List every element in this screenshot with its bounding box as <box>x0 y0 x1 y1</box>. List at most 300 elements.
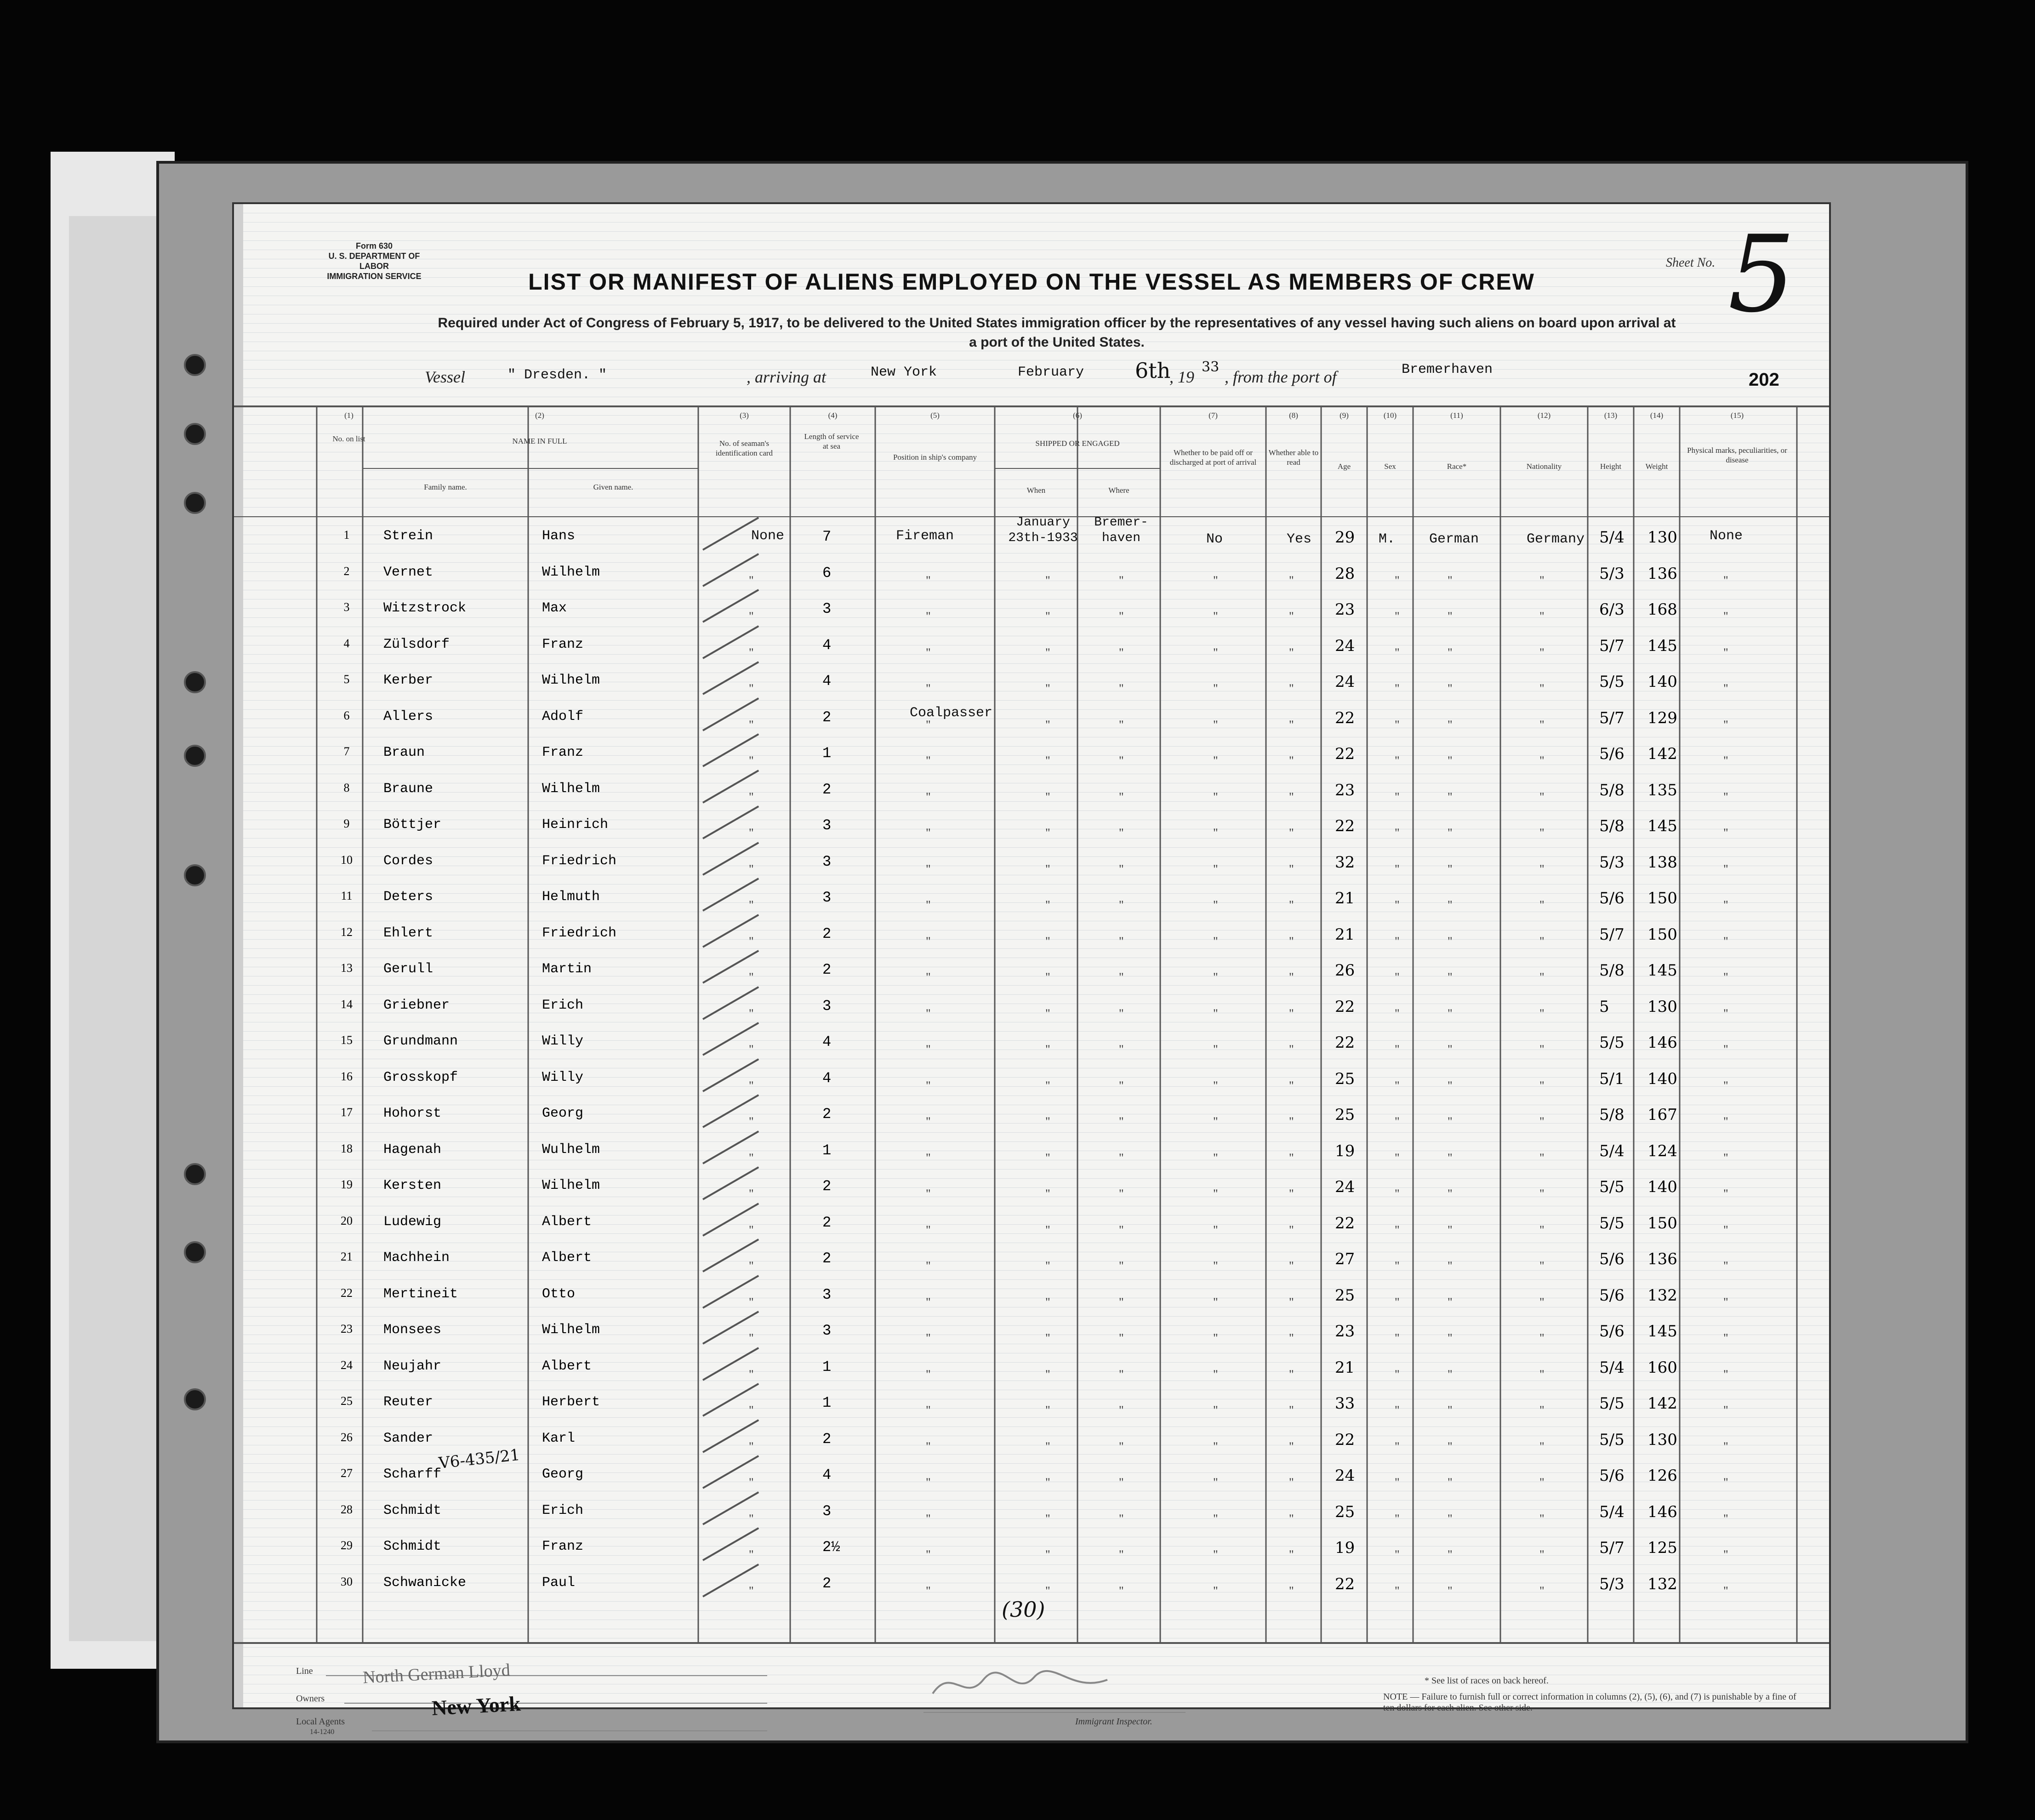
ditto-mark: " <box>1045 1404 1050 1417</box>
department-name: U. S. DEPARTMENT OF LABOR <box>328 251 420 271</box>
footer-agents-label: Local Agents <box>296 1717 345 1727</box>
given-name: Albert <box>542 1214 592 1230</box>
col7-num: (7) <box>1208 411 1218 420</box>
ditto-mark: " <box>749 754 754 767</box>
ditto-mark: " <box>1045 1043 1050 1056</box>
ditto-mark: " <box>1448 610 1453 623</box>
family-name: Deters <box>383 889 433 905</box>
weight: 140 <box>1647 673 1677 691</box>
weight: 145 <box>1647 961 1677 980</box>
ditto-mark: " <box>926 1115 931 1128</box>
ditto-mark: " <box>1723 645 1728 659</box>
family-name: Grosskopf <box>383 1069 458 1085</box>
ditto-mark: " <box>926 754 931 767</box>
total-count-note: (30) <box>1002 1597 1045 1622</box>
binder-hole <box>184 1241 206 1263</box>
service-name: IMMIGRATION SERVICE <box>327 272 422 281</box>
ditto-mark: " <box>1539 1295 1545 1309</box>
family-name: Kerber <box>383 673 433 688</box>
ditto-mark: " <box>1213 682 1218 695</box>
ditto-mark: " <box>1723 1043 1728 1056</box>
ditto-mark: " <box>1045 1187 1050 1200</box>
ditto-mark: " <box>1289 1548 1294 1561</box>
ditto-mark: " <box>1289 1043 1294 1056</box>
height: 5/6 <box>1599 889 1625 907</box>
ditto-mark: " <box>1213 862 1218 876</box>
service-length: 4 <box>822 1033 832 1050</box>
ditto-mark: " <box>1395 862 1400 876</box>
ditto-mark: " <box>1723 1078 1728 1092</box>
ditto-mark: " <box>1448 1584 1453 1597</box>
ditto-mark: " <box>1395 682 1400 695</box>
ditto-mark: " <box>1045 1078 1050 1092</box>
col1-header: No. on list <box>332 434 365 443</box>
service-length: 2 <box>822 1430 832 1448</box>
ditto-mark: " <box>926 1476 931 1489</box>
family-name: Ehlert <box>383 925 433 941</box>
given-name: Friedrich <box>542 853 617 869</box>
col7-header: Whether to be paid off or discharged at port of arrival <box>1169 448 1257 467</box>
ditto-mark: " <box>1289 1006 1294 1020</box>
row-number: 18 <box>341 1141 353 1155</box>
ditto-mark: " <box>1289 1512 1294 1525</box>
weight: 124 <box>1647 1141 1677 1160</box>
family-name: Strein <box>383 528 433 544</box>
height: 5/6 <box>1599 1286 1625 1305</box>
given-name: Karl <box>542 1430 576 1446</box>
sex-value: M. <box>1379 531 1396 547</box>
ditto-mark: " <box>1119 1404 1124 1417</box>
col15-num: (15) <box>1730 411 1744 420</box>
row-number: 12 <box>341 925 353 939</box>
ditto-mark: " <box>1539 610 1545 623</box>
weight: 150 <box>1647 1214 1677 1232</box>
ditto-mark: " <box>1448 898 1453 912</box>
ditto-mark: " <box>1448 1187 1453 1200</box>
ditto-mark: " <box>1448 1115 1453 1128</box>
ditto-mark: " <box>1395 1548 1400 1561</box>
ditto-mark: " <box>1723 1295 1728 1309</box>
ditto-mark: " <box>1213 1006 1218 1020</box>
age: 33 <box>1335 1394 1355 1413</box>
ditto-mark: " <box>1448 682 1453 695</box>
ditto-mark: " <box>1395 898 1400 912</box>
manifest-grid <box>234 204 1829 1707</box>
row-number: 10 <box>341 853 353 867</box>
family-name: Neujahr <box>383 1358 442 1374</box>
ditto-mark: " <box>1395 645 1400 659</box>
family-name: Vernet <box>383 564 433 580</box>
ditto-mark: " <box>1045 1584 1050 1597</box>
ditto-mark: " <box>1448 934 1453 948</box>
binder-hole <box>184 745 206 767</box>
family-name-header: Family name. <box>424 483 467 491</box>
ditto-mark: " <box>1045 754 1050 767</box>
ditto-mark: " <box>1213 1584 1218 1597</box>
weight: 132 <box>1647 1286 1677 1305</box>
service-length: 4 <box>822 673 832 690</box>
race-value: German <box>1429 531 1479 547</box>
sheet-number: 5 <box>1728 213 1796 336</box>
family-name: Sander <box>383 1430 433 1446</box>
ditto-mark: " <box>926 1151 931 1164</box>
ditto-mark: " <box>749 934 754 948</box>
ditto-mark: " <box>1539 970 1545 984</box>
ditto-mark: " <box>1289 1187 1294 1200</box>
ditto-mark: " <box>1395 1259 1400 1272</box>
ditto-mark: " <box>1395 1295 1400 1309</box>
given-name: Albert <box>542 1250 592 1266</box>
ditto-mark: " <box>1119 862 1124 876</box>
ditto-mark: " <box>1045 1439 1050 1453</box>
ditto-mark: " <box>1045 970 1050 984</box>
vessel-name: " Dresden. " <box>507 367 607 383</box>
ditto-mark: " <box>749 1367 754 1381</box>
age: 22 <box>1335 817 1355 835</box>
page-title: LIST OR MANIFEST OF ALIENS EMPLOYED ON THE VESSEL AS MEMBERS OF CREW <box>528 269 1535 295</box>
ditto-mark: " <box>1395 1331 1400 1345</box>
age: 24 <box>1335 1466 1355 1485</box>
ditto-mark: " <box>1539 1584 1545 1597</box>
given-name: Erich <box>542 997 584 1013</box>
age: 32 <box>1335 853 1355 872</box>
service-length: 1 <box>822 1141 832 1159</box>
sheet-number-label: Sheet No. <box>1666 256 1716 270</box>
inspector-label: Immigrant Inspector. <box>1075 1717 1152 1727</box>
footer-agents-rule <box>372 1730 767 1731</box>
col15-header: Physical marks, peculiarities, or disease <box>1687 446 1787 464</box>
ditto-mark: " <box>1213 1223 1218 1237</box>
service-length: 2 <box>822 708 832 726</box>
service-length: 3 <box>822 1286 832 1303</box>
col2-num: (2) <box>535 411 544 420</box>
ditto-mark: " <box>1723 1404 1728 1417</box>
height: 5/8 <box>1599 781 1625 799</box>
binder-hole <box>184 354 206 376</box>
ditto-mark: " <box>1119 934 1124 948</box>
service-length: 2 <box>822 925 832 942</box>
ditto-mark: " <box>749 1476 754 1489</box>
ditto-mark: " <box>749 1043 754 1056</box>
weight: 145 <box>1647 1322 1677 1341</box>
col12-num: (12) <box>1537 411 1551 420</box>
col1-num: (1) <box>344 411 353 420</box>
row-number: 28 <box>341 1502 353 1516</box>
ditto-mark: " <box>926 1259 931 1272</box>
weight: 130 <box>1647 528 1677 547</box>
ditto-mark: " <box>1213 826 1218 839</box>
row-number: 21 <box>341 1250 353 1263</box>
weight: 146 <box>1647 1033 1677 1052</box>
ditto-mark: " <box>1395 1078 1400 1092</box>
given-name: Wilhelm <box>542 1322 600 1338</box>
page-subtitle: Required under Act of Congress of February 5, 1917, to be delivered to the United States immigration officer by the representatives of any vessel having such aliens on board upon arrival at a port of the United States. <box>438 315 1676 350</box>
col6-num: (6) <box>1073 411 1082 420</box>
ditto-mark: " <box>1119 1367 1124 1381</box>
ditto-mark: " <box>1723 1151 1728 1164</box>
ditto-mark: " <box>1045 1548 1050 1561</box>
ditto-mark: " <box>1448 862 1453 876</box>
ditto-mark: " <box>1395 970 1400 984</box>
ditto-mark: " <box>1289 862 1294 876</box>
ditto-mark: " <box>1045 682 1050 695</box>
ditto-mark: " <box>1448 1331 1453 1345</box>
ditto-mark: " <box>926 1223 931 1237</box>
weight: 138 <box>1647 853 1677 872</box>
weight: 142 <box>1647 745 1677 763</box>
ditto-mark: " <box>1045 718 1050 731</box>
ditto-mark: " <box>1213 1512 1218 1525</box>
weight: 140 <box>1647 1178 1677 1196</box>
col6-header: SHIPPED OR ENGAGED <box>1035 439 1120 448</box>
ditto-mark: " <box>749 610 754 623</box>
height: 5/8 <box>1599 817 1625 835</box>
ditto-mark: " <box>749 1439 754 1453</box>
ditto-mark: " <box>926 1078 931 1092</box>
given-name: Adolf <box>542 708 584 725</box>
given-name: Wilhelm <box>542 673 600 688</box>
height: 5/6 <box>1599 1250 1625 1268</box>
service-length: 2 <box>822 1250 832 1267</box>
age: 22 <box>1335 745 1355 763</box>
ditto-mark: " <box>926 1584 931 1597</box>
arriving-label: , arriving at <box>747 368 827 386</box>
weight: 167 <box>1647 1106 1677 1124</box>
ditto-mark: " <box>1119 718 1124 731</box>
ditto-mark: " <box>1539 1151 1545 1164</box>
ditto-mark: " <box>1119 610 1124 623</box>
family-name: Schmidt <box>383 1502 442 1518</box>
ditto-mark: " <box>1723 970 1728 984</box>
weight: 140 <box>1647 1069 1677 1088</box>
ditto-mark: " <box>1119 1512 1124 1525</box>
family-name: Hagenah <box>383 1141 442 1158</box>
service-length: 2 <box>822 1106 832 1123</box>
ditto-mark: " <box>1119 1115 1124 1128</box>
given-name: Willy <box>542 1069 584 1085</box>
row-number: 2 <box>343 564 350 578</box>
ditto-mark: " <box>1289 970 1294 984</box>
service-length: 1 <box>822 1358 832 1375</box>
ditto-mark: " <box>926 1367 931 1381</box>
race-footnote: * See list of races on back hereof. <box>1425 1676 1549 1686</box>
ditto-mark: " <box>1289 1259 1294 1272</box>
ditto-mark: " <box>1045 898 1050 912</box>
ditto-mark: " <box>1045 1331 1050 1345</box>
age: 22 <box>1335 1575 1355 1593</box>
row-number: 23 <box>341 1322 353 1335</box>
service-length: 6 <box>822 564 832 582</box>
family-name: Schmidt <box>383 1539 442 1554</box>
weight: 150 <box>1647 925 1677 944</box>
weight: 145 <box>1647 817 1677 835</box>
height: 5/7 <box>1599 925 1625 944</box>
given-name: Herbert <box>542 1394 600 1410</box>
ditto-mark: " <box>1395 1367 1400 1381</box>
given-name: Georg <box>542 1106 584 1121</box>
ditto-mark: " <box>1723 1259 1728 1272</box>
ditto-mark: " <box>1045 1151 1050 1164</box>
ditto-mark: " <box>926 1187 931 1200</box>
row-number: 1 <box>343 528 350 542</box>
ditto-mark: " <box>926 1439 931 1453</box>
page-number: 202 <box>1749 370 1779 390</box>
ditto-mark: " <box>1045 826 1050 839</box>
ditto-mark: " <box>749 1187 754 1200</box>
age: 21 <box>1335 1358 1355 1377</box>
ditto-mark: " <box>1119 898 1124 912</box>
row-number: 25 <box>341 1394 353 1408</box>
ditto-mark: " <box>926 610 931 623</box>
family-name: Monsees <box>383 1322 442 1338</box>
given-name: Martin <box>542 961 592 977</box>
ditto-mark: " <box>926 682 931 695</box>
ditto-mark: " <box>1723 1512 1728 1525</box>
given-name: Franz <box>542 636 584 652</box>
height: 5/4 <box>1599 1358 1625 1377</box>
age: 25 <box>1335 1106 1355 1124</box>
given-name: Max <box>542 600 567 616</box>
ditto-mark: " <box>1213 1439 1218 1453</box>
ditto-mark: " <box>1448 1006 1453 1020</box>
given-name: Erich <box>542 1502 584 1518</box>
ditto-mark: " <box>1723 1584 1728 1597</box>
age: 22 <box>1335 1430 1355 1449</box>
ditto-mark: " <box>749 1331 754 1345</box>
age: 29 <box>1335 528 1355 547</box>
service-length: 1 <box>822 745 832 762</box>
ditto-mark: " <box>1395 1404 1400 1417</box>
ditto-mark: " <box>1213 610 1218 623</box>
ditto-mark: " <box>1045 1006 1050 1020</box>
ditto-mark: " <box>1723 1331 1728 1345</box>
ditto-mark: " <box>1045 862 1050 876</box>
family-name: Mertineit <box>383 1286 458 1302</box>
height: 5/5 <box>1599 673 1625 691</box>
ditto-mark: " <box>1119 1043 1124 1056</box>
age: 22 <box>1335 708 1355 727</box>
height: 5/7 <box>1599 636 1625 655</box>
col4-header: Length of service at sea <box>804 432 859 451</box>
height: 5 <box>1599 997 1609 1016</box>
ditto-mark: " <box>1213 970 1218 984</box>
service-length: 2 <box>822 1214 832 1231</box>
family-name: Gerull <box>383 961 433 977</box>
ditto-mark: " <box>1448 1223 1453 1237</box>
ditto-mark: " <box>1448 970 1453 984</box>
col2-header: NAME IN FULL <box>512 437 567 445</box>
service-length: 2 <box>822 1575 832 1592</box>
marks-value: None <box>1710 528 1743 544</box>
height: 5/5 <box>1599 1033 1625 1052</box>
col5-num: (5) <box>930 411 940 420</box>
ditto-mark: " <box>1213 754 1218 767</box>
ditto-mark: " <box>749 970 754 984</box>
col9-header: Age <box>1337 462 1351 471</box>
given-name: Wilhelm <box>542 1178 600 1193</box>
ditto-mark: " <box>749 1295 754 1309</box>
ditto-mark: " <box>749 826 754 839</box>
ditto-mark: " <box>749 718 754 731</box>
ditto-mark: " <box>1045 645 1050 659</box>
ditto-mark: " <box>1539 1006 1545 1020</box>
ditto-mark: " <box>1448 1476 1453 1489</box>
weight: 129 <box>1647 708 1677 727</box>
family-name: Scharff <box>383 1466 442 1482</box>
ditto-mark: " <box>1119 645 1124 659</box>
height: 6/3 <box>1599 600 1625 619</box>
row-number: 3 <box>343 600 350 614</box>
ditto-mark: " <box>1539 934 1545 948</box>
col11-num: (11) <box>1450 411 1463 420</box>
ditto-mark: " <box>1289 1331 1294 1345</box>
ditto-mark: " <box>1213 1548 1218 1561</box>
ditto-mark: " <box>1213 1259 1218 1272</box>
family-name: Schwanicke <box>383 1575 467 1591</box>
service-length: 2 <box>822 781 832 798</box>
ditto-mark: " <box>1213 1331 1218 1345</box>
ditto-mark: " <box>1213 1151 1218 1164</box>
family-name: Reuter <box>383 1394 433 1410</box>
age: 25 <box>1335 1069 1355 1088</box>
ditto-mark: " <box>1448 1151 1453 1164</box>
height: 5/1 <box>1599 1069 1625 1088</box>
ditto-mark: " <box>1289 610 1294 623</box>
ditto-mark: " <box>1119 970 1124 984</box>
row-number: 15 <box>341 1033 353 1047</box>
service-length: 3 <box>822 817 832 834</box>
ditto-mark: " <box>1539 1223 1545 1237</box>
age: 28 <box>1335 564 1355 583</box>
age: 24 <box>1335 1178 1355 1196</box>
row-number: 8 <box>343 781 350 794</box>
ditto-mark: " <box>1119 1078 1124 1092</box>
weight: 160 <box>1647 1358 1677 1377</box>
binder-hole <box>184 492 206 514</box>
ditto-mark: " <box>1723 826 1728 839</box>
row-number: 30 <box>341 1575 353 1588</box>
weight: 142 <box>1647 1394 1677 1413</box>
age: 21 <box>1335 889 1355 907</box>
ditto-mark: " <box>1395 1043 1400 1056</box>
height: 5/4 <box>1599 1502 1625 1521</box>
service-length: 3 <box>822 1322 832 1339</box>
col9-num: (9) <box>1340 411 1349 420</box>
col3-num: (3) <box>740 411 749 420</box>
ditto-mark: " <box>1045 1512 1050 1525</box>
ditto-mark: " <box>1119 826 1124 839</box>
ditto-mark: " <box>1539 1404 1545 1417</box>
ditto-mark: " <box>749 1006 754 1020</box>
ditto-mark: " <box>1119 1439 1124 1453</box>
ditto-mark: " <box>1448 1367 1453 1381</box>
family-name: Braune <box>383 781 433 797</box>
ditto-mark: " <box>1448 1548 1453 1561</box>
ditto-mark: " <box>1289 682 1294 695</box>
ditto-mark: " <box>1213 934 1218 948</box>
ditto-mark: " <box>1119 682 1124 695</box>
col6-when-header: When <box>1026 486 1046 495</box>
weight: 135 <box>1647 781 1677 799</box>
age: 22 <box>1335 997 1355 1016</box>
ditto-mark: " <box>1045 1295 1050 1309</box>
ditto-mark: " <box>1213 898 1218 912</box>
col13-num: (13) <box>1604 411 1618 420</box>
arrival-month: February <box>1018 365 1084 380</box>
ditto-mark: " <box>1213 1078 1218 1092</box>
row-number: 6 <box>343 708 350 722</box>
ditto-mark: " <box>1395 1151 1400 1164</box>
